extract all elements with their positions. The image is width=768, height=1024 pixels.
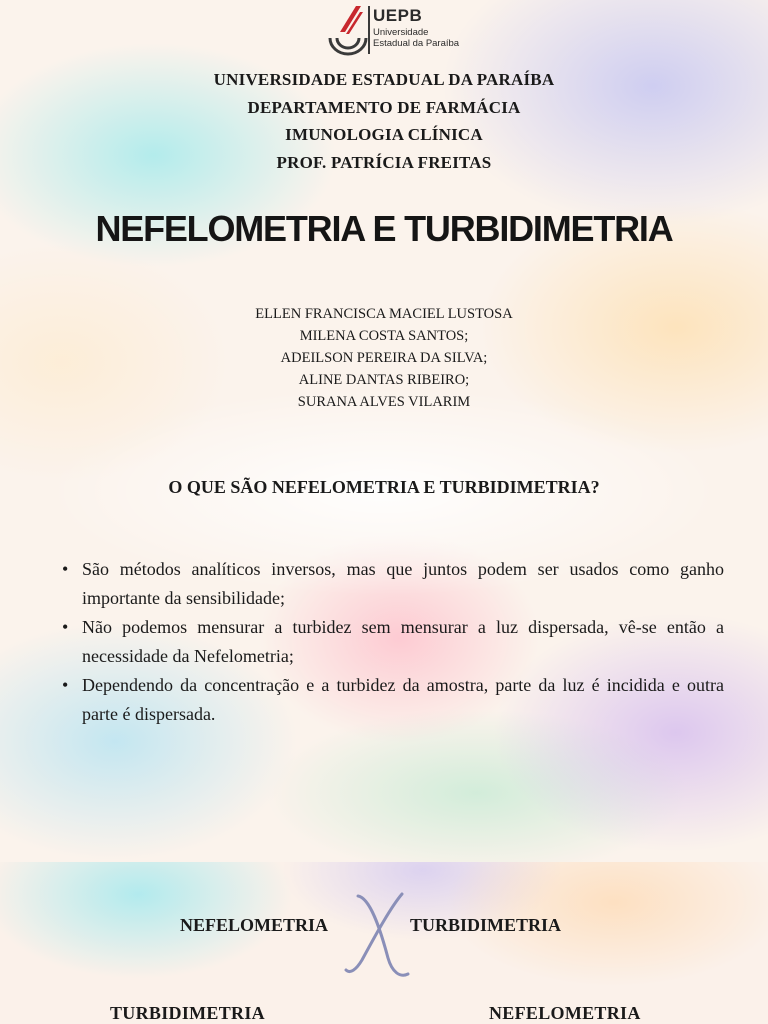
logo-subtitle [373, 27, 459, 49]
uepb-emblem-icon [326, 2, 370, 58]
section-heading-nefelometria: NEFELOMETRIA [489, 1003, 641, 1023]
bullet-item [62, 671, 724, 729]
section-question: O QUE SÃO NEFELOMETRIA E TURBIDIMETRIA? [168, 477, 600, 497]
section-heading-turbidimetria: TURBIDIMETRIA [110, 1003, 265, 1023]
authors-list [0, 303, 768, 413]
bullet-item [62, 613, 724, 671]
university-name: UNIVERSIDADE ESTADUAL DA PARAÍBA [213, 70, 555, 89]
logo-subtitle-line-1: Universidade [373, 27, 429, 38]
author-item: ELLEN FRANCISCA MACIEL LUSTOSA [255, 306, 513, 322]
bullet-text: Não podemos mensurar a turbidez sem mensurar a luz dispersada, vê-se então a necessidade da Nefelometria; [82, 617, 724, 666]
bullet-list [62, 555, 724, 729]
logo-subtitle-line-2: Estadual da Paraíba [373, 38, 460, 49]
bullet-dot-icon: • [62, 559, 69, 579]
institution-header [0, 66, 768, 176]
course-name: IMUNOLOGIA CLÍNICA [285, 125, 483, 144]
bullet-dot-icon: • [62, 675, 69, 695]
department-name: DEPARTAMENTO DE FARMÁCIA [247, 97, 521, 117]
x-separator-icon [340, 888, 415, 983]
author-item: SURANA ALVES VILARIM [297, 394, 471, 410]
author-item: MILENA COSTA SANTOS; [299, 328, 469, 344]
page-title: NEFELOMETRIA E TURBIDIMETRIA [95, 208, 673, 249]
author-item: ADEILSON PEREIRA DA SILVA; [280, 350, 488, 366]
bullet-item [62, 555, 724, 613]
bullet-dot-icon: • [62, 617, 69, 637]
comparison-left-heading: NEFELOMETRIA [180, 915, 329, 935]
bullet-text: São métodos analíticos inversos, mas que juntos podem ser usados como ganho importante da sensibilidade; [82, 559, 724, 608]
logo-title: UEPB [373, 6, 423, 25]
author-item: ALINE DANTAS RIBEIRO; [298, 372, 470, 388]
comparison-right-heading: TURBIDIMETRIA [410, 915, 562, 935]
bullet-text: Dependendo da concentração e a turbidez da amostra, parte da luz é incidida e outra parte é dispersada. [82, 675, 724, 724]
uepb-logo [326, 2, 466, 58]
professor-name: PROF. PATRÍCIA FREITAS [276, 152, 492, 172]
